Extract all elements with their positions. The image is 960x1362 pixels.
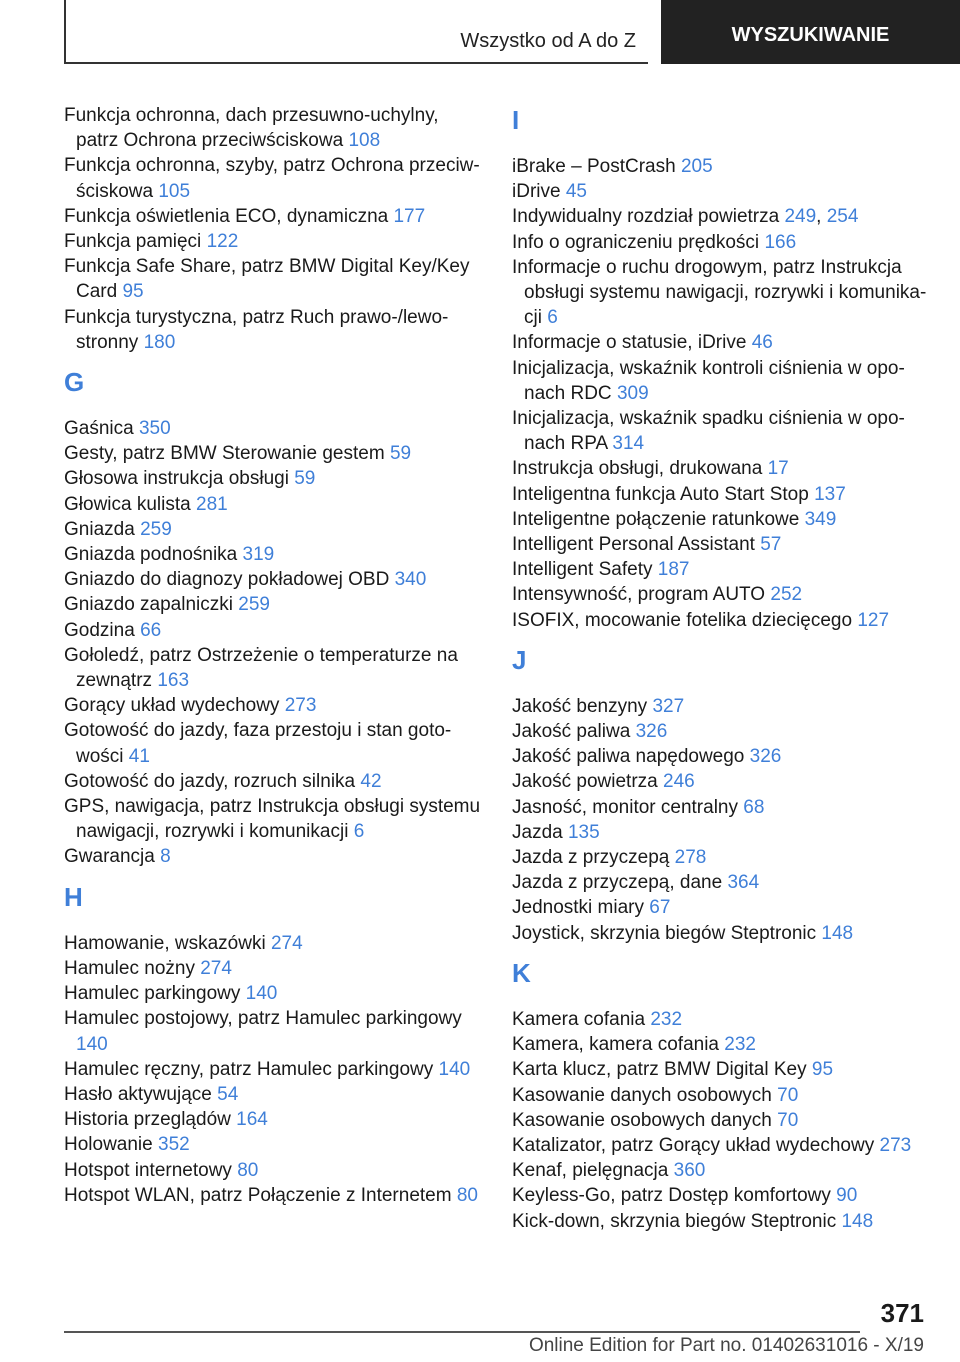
index-entry	[512, 557, 932, 582]
index-entry	[512, 507, 932, 532]
index-entry-text: Kasowanie danych osobowych	[512, 1084, 772, 1106]
index-entry-text: Gołoledź, patrz Ostrzeżenie o temperaturze na zewnątrz	[64, 644, 458, 692]
index-entry: Indywidualny rozdział powietrza 249, 254	[512, 206, 859, 228]
index-entry	[512, 1057, 932, 1082]
page-ref-link[interactable]: 45	[565, 181, 587, 203]
page-ref-link[interactable]: 259	[238, 594, 270, 616]
index-entry	[64, 1158, 484, 1183]
index-entry-text: Gaśnica	[64, 418, 134, 440]
index-entry-text: Jazda z przyczepą, dane	[512, 872, 723, 894]
page-ref-link[interactable]: 122	[206, 231, 239, 253]
index-entry	[64, 305, 484, 355]
index-entry-text: Gniazdo do diagnozy pokładowej OBD	[64, 569, 390, 591]
page-ref-link[interactable]: 6	[547, 307, 558, 329]
index-entry-text: Hamowanie, wskazówki	[64, 932, 266, 954]
page-ref-link[interactable]: 232	[650, 1008, 683, 1030]
index-entry-text: Karta klucz, patrz BMW Digital Key	[512, 1059, 807, 1081]
index-entry-text: Głosowa instrukcja obsługi	[64, 468, 289, 490]
index-entry	[64, 794, 484, 844]
index-entry-text: Informacje o statusie, iDrive	[512, 332, 747, 354]
page-ref-link[interactable]: 246	[663, 771, 695, 793]
page-ref-link[interactable]: 70	[777, 1109, 799, 1131]
index-entry-text: Holowanie	[64, 1134, 153, 1156]
index-entry	[512, 921, 932, 946]
page-ref-link[interactable]: 59	[294, 468, 316, 490]
page-ref-link[interactable]: 57	[760, 534, 782, 556]
index-entry	[64, 542, 484, 567]
page-ref-link[interactable]: 95	[811, 1059, 834, 1081]
index-entry	[512, 694, 932, 719]
index-entry-text: Inicjalizacja, wskaźnik spadku ciśnienia w oponach RPA	[512, 408, 905, 455]
tab-search[interactable]: WYSZUKIWANIE	[661, 0, 960, 64]
index-entry-text: Funkcja ochronna, szyby, patrz Ochrona przeciwściskowa	[64, 155, 480, 202]
index-entry	[512, 179, 932, 204]
index-entry-text: Jakość powietrza	[512, 771, 658, 793]
index-entry-text: Inteligentna funkcja Auto Start Stop	[512, 483, 809, 505]
index-entry-text: Kick-down, skrzynia biegów Steptronic	[512, 1210, 837, 1232]
index-entry	[64, 643, 484, 693]
index-entry-text: iBrake – PostCrash	[512, 156, 676, 177]
index-entry	[512, 870, 932, 895]
page-ref-link[interactable]: 90	[836, 1185, 858, 1207]
index-entry	[512, 795, 932, 820]
index-entry	[512, 744, 932, 769]
page-ref-link[interactable]: 232	[724, 1034, 756, 1056]
index-entry-text: Kamera, kamera cofania	[512, 1034, 719, 1056]
page-ref-link[interactable]: 66	[140, 619, 162, 641]
index-entry-text: Indywidualny rozdział powietrza	[512, 206, 780, 228]
index-entry-text: Hotspot internetowy	[64, 1159, 232, 1181]
index-entry	[64, 517, 484, 542]
index-entry-text: Jakość paliwa napędowego	[512, 746, 745, 768]
page-ref-link[interactable]: 148	[821, 922, 854, 944]
index-letter-heading: H	[64, 881, 83, 912]
index-entry	[64, 1057, 484, 1082]
index-entry	[64, 1132, 484, 1157]
index-entry-text: Intensywność, program AUTO	[512, 584, 766, 606]
page-ref-link[interactable]: 148	[841, 1210, 874, 1232]
index-entry-text: ISOFIX, mocowanie fotelika dziecięcego	[512, 609, 853, 631]
index-entry	[64, 492, 484, 517]
page-ref-link[interactable]: 326	[635, 721, 668, 743]
index-entry-text: Hotspot WLAN, patrz Połączenie z Internetem	[64, 1184, 452, 1206]
footer-text: Online Edition for Part no. 01402631016 - X/19	[528, 1335, 924, 1356]
index-entry	[64, 254, 484, 304]
index-entry-text: Jakość benzyny	[512, 695, 648, 717]
page-ref-link[interactable]: 349	[804, 508, 837, 530]
index-entry	[512, 406, 932, 456]
index-letter-heading: G	[64, 367, 85, 398]
index-entry-text: Głowica kulista	[64, 493, 191, 515]
page-ref-link[interactable]: 42	[360, 770, 382, 792]
tab-a-to-z[interactable]: Wszystko od A do Z	[460, 30, 636, 52]
index-entry-text: Jasność, monitor centralny	[512, 796, 738, 818]
page-ref-link[interactable]: 80	[456, 1184, 478, 1206]
page-ref-link[interactable]: 319	[242, 544, 275, 566]
index-entry	[512, 482, 932, 507]
index-entry-text: Keyless-Go, patrz Dostęp komfortowy	[512, 1185, 831, 1207]
index-entry-text: Instrukcja obsługi, drukowana	[512, 458, 763, 480]
index-entry	[512, 456, 932, 481]
index-column-left	[64, 103, 484, 1208]
page-ref-link[interactable]: 127	[857, 609, 890, 631]
page-ref-link[interactable]: 249	[784, 206, 817, 228]
page-ref-link[interactable]: 137	[814, 483, 846, 505]
index-entry-text: Hamulec nożny	[64, 957, 195, 979]
index-entry-text: Katalizator, patrz Gorący układ wydechowy	[512, 1134, 875, 1156]
index-letter-heading: J	[512, 644, 527, 675]
page-ref-link[interactable]: 326	[749, 746, 782, 768]
index-entry	[64, 931, 484, 956]
index-entry	[64, 1006, 484, 1056]
page-ref-link[interactable]: 166	[764, 231, 797, 253]
page-ref-link[interactable]: 140	[76, 1033, 108, 1055]
index-entry-text: Gotowość do jazdy, faza przestoju i stan gotowości	[64, 720, 452, 767]
page-ref-link[interactable]: 274	[200, 957, 232, 979]
page-ref-link[interactable]: 364	[727, 872, 760, 894]
index-entry	[64, 693, 484, 718]
page-ref-link[interactable]: 140	[245, 983, 278, 1005]
index-entry	[64, 204, 484, 229]
index-entry	[512, 154, 932, 179]
page-ref-link[interactable]: 80	[237, 1159, 259, 1181]
index-entry-text: Jednostki miary	[512, 897, 644, 919]
index-entry-text: iDrive	[512, 181, 561, 203]
index-entry	[64, 441, 484, 466]
index-entry-text: Godzina	[64, 619, 135, 641]
index-entry-text: Gniazda podnośnika	[64, 544, 238, 566]
index-entry-text: Jazda	[512, 821, 563, 843]
index-entry-text: Gesty, patrz BMW Sterowanie gestem	[64, 443, 385, 465]
index-letter-heading: I	[512, 105, 520, 135]
page-ref-link[interactable]: 70	[777, 1084, 799, 1106]
index-entry-text: Intelligent Personal Assistant	[512, 534, 755, 556]
index-entry	[64, 153, 484, 203]
index-entry-text: Funkcja turystyczna, patrz Ruch prawo-/lewostronny	[64, 306, 449, 353]
index-entry-text: Hamulec parkingowy	[64, 983, 241, 1005]
index-letter-heading: K	[512, 957, 531, 988]
page-ref-link[interactable]: 352	[158, 1134, 190, 1156]
index-entry	[64, 718, 484, 768]
index-entry	[512, 1158, 932, 1183]
page-ref-link[interactable]: 105	[158, 180, 191, 202]
page-ref-link[interactable]: 164	[236, 1109, 268, 1131]
page-ref-link[interactable]: 281	[196, 493, 228, 515]
index-entry-text: Funkcja pamięci	[64, 231, 202, 253]
index-entry	[64, 844, 484, 869]
page-ref-link[interactable]: 340	[394, 569, 427, 591]
page-ref-link[interactable]: 252	[770, 584, 803, 606]
page-ref-link[interactable]: 135	[567, 821, 600, 843]
index-entry-text: Gotowość do jazdy, rozruch silnika	[64, 770, 356, 792]
index-entry-text: Gorący układ wydechowy	[64, 695, 280, 717]
index-entry-text: Funkcja Safe Share, patrz BMW Digital Key/Key Card	[64, 256, 470, 303]
index-entry	[64, 103, 484, 153]
page-ref-link[interactable]: 54	[217, 1083, 239, 1105]
page-ref-link[interactable]: 187	[657, 559, 690, 581]
index-entry-text: Kamera cofania	[512, 1008, 646, 1030]
page-ref-link[interactable]: 67	[649, 897, 671, 919]
index-entry-text: Info o ograniczeniu prędkości	[512, 231, 760, 253]
page-ref-link[interactable]: 273	[284, 695, 317, 717]
index-entry	[64, 416, 484, 441]
index-entry-text: Hasło aktywujące	[64, 1083, 212, 1105]
index-entry-text: Kenaf, pielęgnacja	[512, 1160, 669, 1182]
index-entry	[512, 532, 932, 557]
index-entry	[512, 895, 932, 920]
index-entry-text: Joystick, skrzynia biegów Steptronic	[512, 922, 817, 944]
index-entry-text: Inicjalizacja, wskaźnik kontroli ciśnienia w oponach RDC	[512, 357, 905, 404]
page-ref-link[interactable]: 314	[612, 433, 645, 455]
index-entry	[64, 981, 484, 1006]
index-entry-text: Gniazda	[64, 518, 135, 540]
page-ref-link[interactable]: 360	[673, 1160, 706, 1182]
index-entry	[512, 820, 932, 845]
index-entry-text: Historia przeglądów	[64, 1109, 231, 1131]
page-ref-link[interactable]: 46	[751, 332, 773, 354]
page-ref-link[interactable]: 108	[348, 130, 381, 152]
index-entry-text: Funkcja ochronna, dach przesuwno-uchylny, patrz Ochrona przeciwściskowa	[64, 105, 439, 152]
index-entry	[64, 1082, 484, 1107]
page-number: 371	[880, 1298, 924, 1328]
page-ref-link[interactable]: 327	[652, 695, 685, 717]
page-ref-link[interactable]: 278	[674, 847, 707, 869]
index-entry	[512, 330, 932, 355]
index-entry	[64, 618, 484, 643]
footer-divider	[64, 1331, 860, 1333]
page-ref-link[interactable]: 17	[767, 458, 789, 480]
page-ref-link[interactable]: 177	[393, 205, 426, 227]
header-frame	[64, 0, 648, 64]
index-entry	[64, 466, 484, 491]
index-entry-text: Informacje o ruchu drogowym, patrz Instrukcja obsługi systemu nawigacji, rozrywki i komunikacji	[512, 256, 927, 329]
page-ref-link[interactable]: 274	[270, 932, 303, 954]
index-entry	[64, 229, 484, 254]
page-ref-link[interactable]: 350	[138, 418, 171, 440]
index-entry	[512, 719, 932, 744]
page-ref-link[interactable]: 254	[826, 206, 859, 228]
page-ref-link[interactable]: 273	[879, 1134, 912, 1156]
index-entry	[64, 592, 484, 617]
index-entry	[64, 956, 484, 981]
page-ref-link[interactable]: 8	[160, 846, 171, 868]
index-entry	[64, 1183, 484, 1208]
index-entry	[512, 1007, 932, 1032]
index-entry	[64, 1107, 484, 1132]
index-entry-text: Jakość paliwa	[512, 721, 631, 743]
index-entry	[512, 1183, 932, 1208]
page-ref-link[interactable]: 41	[128, 745, 150, 767]
index-column-right	[512, 103, 932, 1234]
index-entry-text: Kasowanie osobowych danych	[512, 1109, 772, 1131]
index-entry	[512, 1209, 932, 1234]
index-entry	[512, 356, 932, 406]
page-ref-link[interactable]: 59	[389, 443, 412, 465]
index-entry	[512, 230, 932, 255]
index-entry	[512, 1133, 932, 1158]
index-entry-text: Gniazdo zapalniczki	[64, 594, 233, 616]
index-entry-text: Intelligent Safety	[512, 559, 653, 581]
page-ref-link[interactable]: 259	[140, 518, 172, 540]
index-entry	[64, 567, 484, 592]
index-entry-text: Hamulec ręczny, patrz Hamulec parkingowy	[64, 1058, 434, 1080]
index-entry	[512, 1108, 932, 1133]
index-entry-text: Hamulec postojowy, patrz Hamulec parkingowy	[64, 1008, 462, 1030]
page-ref-link[interactable]: 140	[438, 1058, 471, 1080]
page-ref-link[interactable]: 309	[616, 382, 649, 404]
index-entry	[512, 582, 932, 607]
index-entry-text: Gwarancja	[64, 846, 155, 868]
index-entry	[512, 1083, 932, 1108]
index-entry-text: GPS, nawigacja, patrz Instrukcja obsługi systemu nawigacji, rozrywki i komunikacji	[64, 796, 481, 843]
index-entry-text: Jazda z przyczepą	[512, 847, 670, 869]
index-entry-text: Funkcja oświetlenia ECO, dynamiczna	[64, 205, 389, 227]
page-ref-link[interactable]: 180	[143, 331, 176, 353]
index-entry	[512, 769, 932, 794]
page-ref-link[interactable]: 95	[122, 281, 144, 303]
page-ref-link[interactable]: 68	[743, 796, 765, 818]
index-entry	[512, 255, 932, 331]
page-ref-link[interactable]: 163	[157, 670, 190, 692]
index-entry	[512, 608, 932, 633]
index-entry	[512, 845, 932, 870]
page-ref-link[interactable]: 205	[680, 156, 713, 177]
page-ref-link[interactable]: 6	[353, 821, 365, 843]
index-entry-text: Inteligentne połączenie ratunkowe	[512, 508, 800, 530]
index-entry	[512, 1032, 932, 1057]
index-entry	[64, 769, 484, 794]
